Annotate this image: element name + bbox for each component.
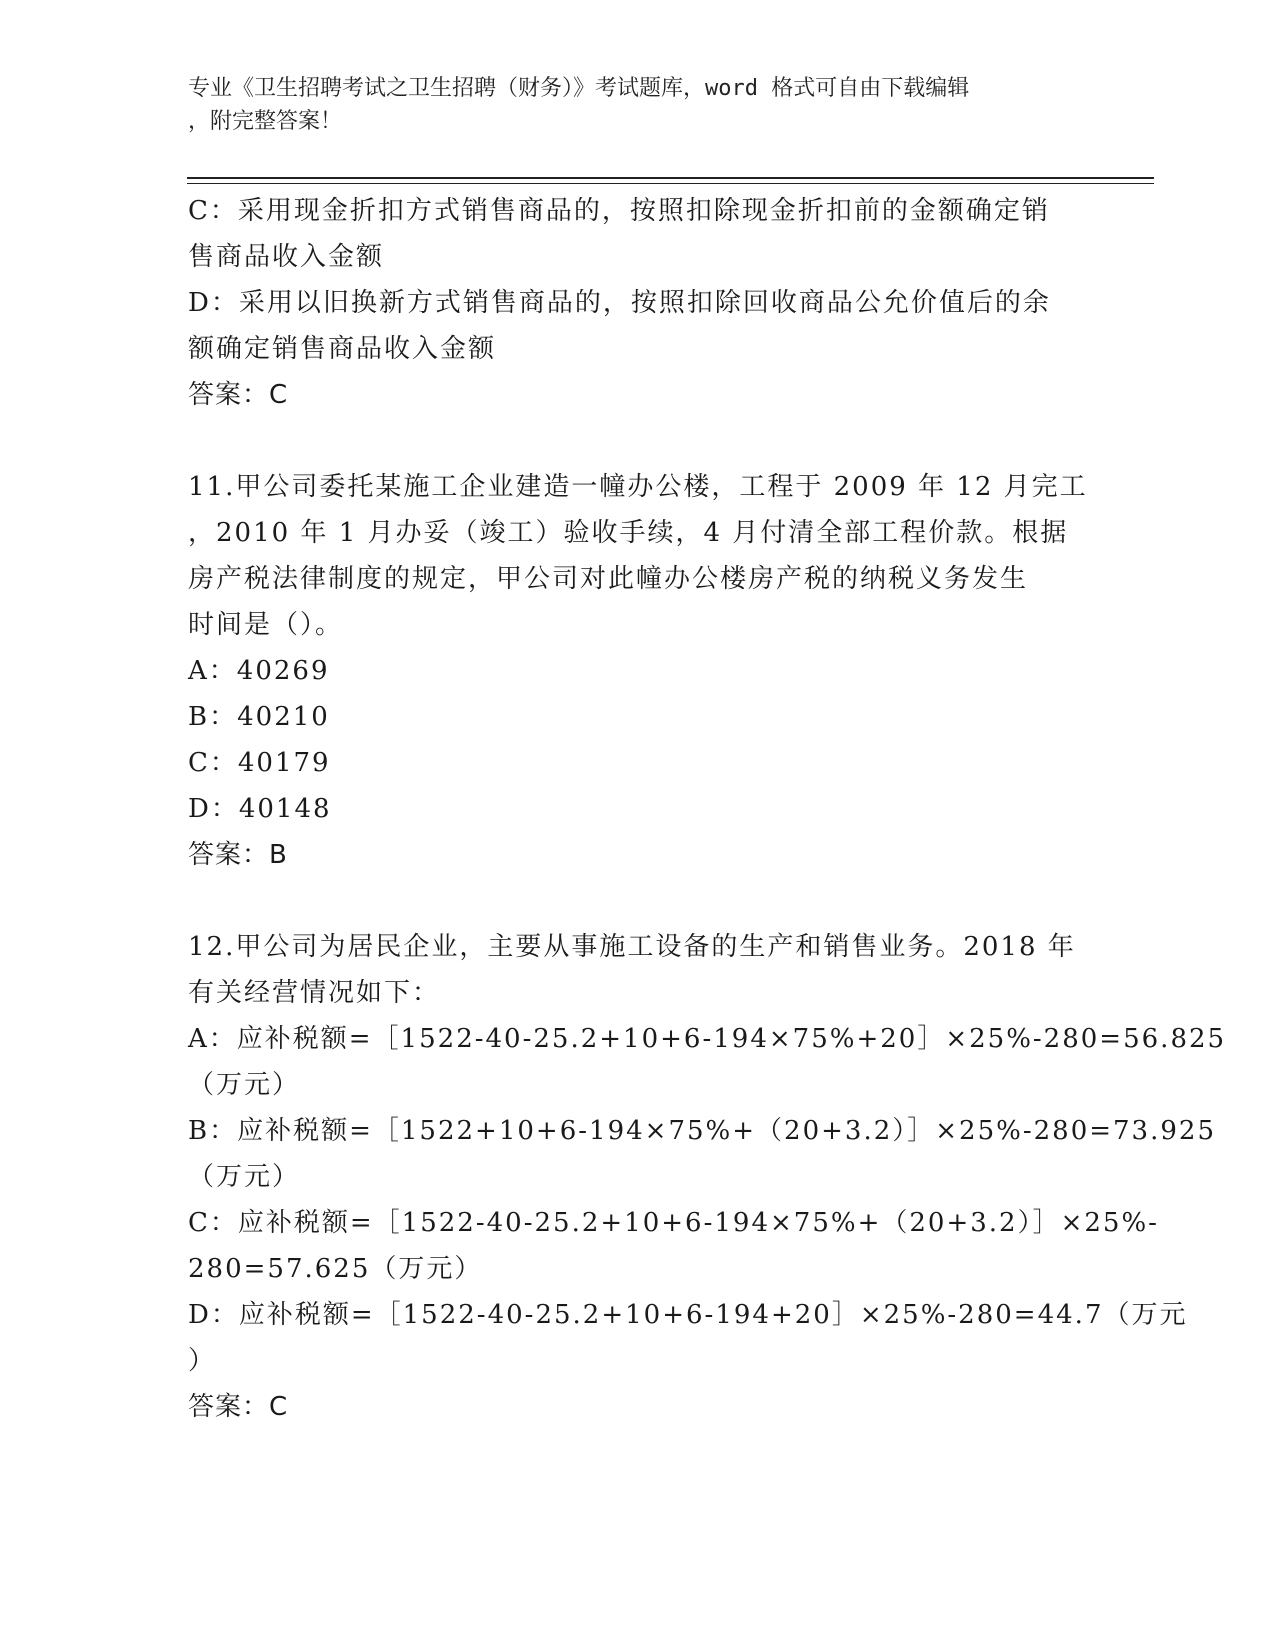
option-a: A：40269 (188, 656, 330, 686)
question-stem-line-1: 11.甲公司委托某施工企业建造一幢办公楼，工程于 2009 年 12 月完工 (188, 472, 1088, 502)
header-line-1: 专业《卫生招聘考试之卫生招聘（财务）》考试题库，word 格式可自由下载编辑 (188, 76, 970, 101)
option-c-line-1: C：采用现金折扣方式销售商品的，按照扣除现金折扣前的金额确定销 (188, 196, 1050, 226)
question-stem-line-1: 12.甲公司为居民企业，主要从事施工设备的生产和销售业务。2018 年 (188, 932, 1076, 962)
question-stem-line-4: 时间是（）。 (188, 610, 344, 640)
question-11 (188, 464, 1088, 878)
option-c-line-1: C：应补税额=［1522-40-25.2+10+6-194×75%+（20+3.2）］×25%- (188, 1208, 1159, 1238)
answer-line: 答案：C (188, 1392, 289, 1422)
option-b: B：40210 (188, 702, 330, 732)
option-d: D：40148 (188, 794, 332, 824)
spacer (188, 878, 1088, 924)
answer-line: 答案：B (188, 840, 288, 870)
question-12 (188, 924, 1227, 1430)
question-stem-line-2: ，2010 年 1 月办妥（竣工）验收手续，4 月付清全部工程价款。根据 (188, 518, 1069, 548)
option-c: C：40179 (188, 748, 331, 778)
header-divider-thick (187, 177, 1154, 179)
option-b-line-2: （万元） (188, 1162, 301, 1192)
option-b-line-1: B：应补税额=［1522+10+6-194×75%+（20+3.2）］×25%-280=73.925 (188, 1116, 1216, 1146)
option-c-line-2: 售商品收入金额 (188, 242, 385, 272)
document-body (188, 188, 1227, 1430)
question-stem-line-3: 房产税法律制度的规定，甲公司对此幢办公楼房产税的纳税义务发生 (188, 564, 1029, 594)
question-10-tail (188, 188, 1088, 418)
option-a-line-2: （万元） (188, 1070, 301, 1100)
option-d-line-1: D：应补税额=［1522-40-25.2+10+6-194+20］×25%-280=44.7（万元 (188, 1300, 1188, 1330)
header-line-2: ，附完整答案！ (188, 109, 343, 134)
option-d-line-2: ） (188, 1346, 217, 1376)
answer-line: 答案：C (188, 380, 289, 410)
option-d-line-1: D：采用以旧换新方式销售商品的，按照扣除回收商品公允价值后的余 (188, 288, 1051, 318)
spacer (188, 418, 1088, 464)
document-header (188, 72, 1068, 138)
option-d-line-2: 额确定销售商品收入金额 (188, 334, 497, 364)
option-a-line-1: A：应补税额=［1522-40-25.2+10+6-194×75%+20］×25%-280=56.825 (188, 1024, 1227, 1054)
option-c-line-2: 280=57.625（万元） (188, 1254, 483, 1284)
header-divider-thin (187, 183, 1154, 184)
question-stem-line-2: 有关经营情况如下： (188, 978, 441, 1008)
